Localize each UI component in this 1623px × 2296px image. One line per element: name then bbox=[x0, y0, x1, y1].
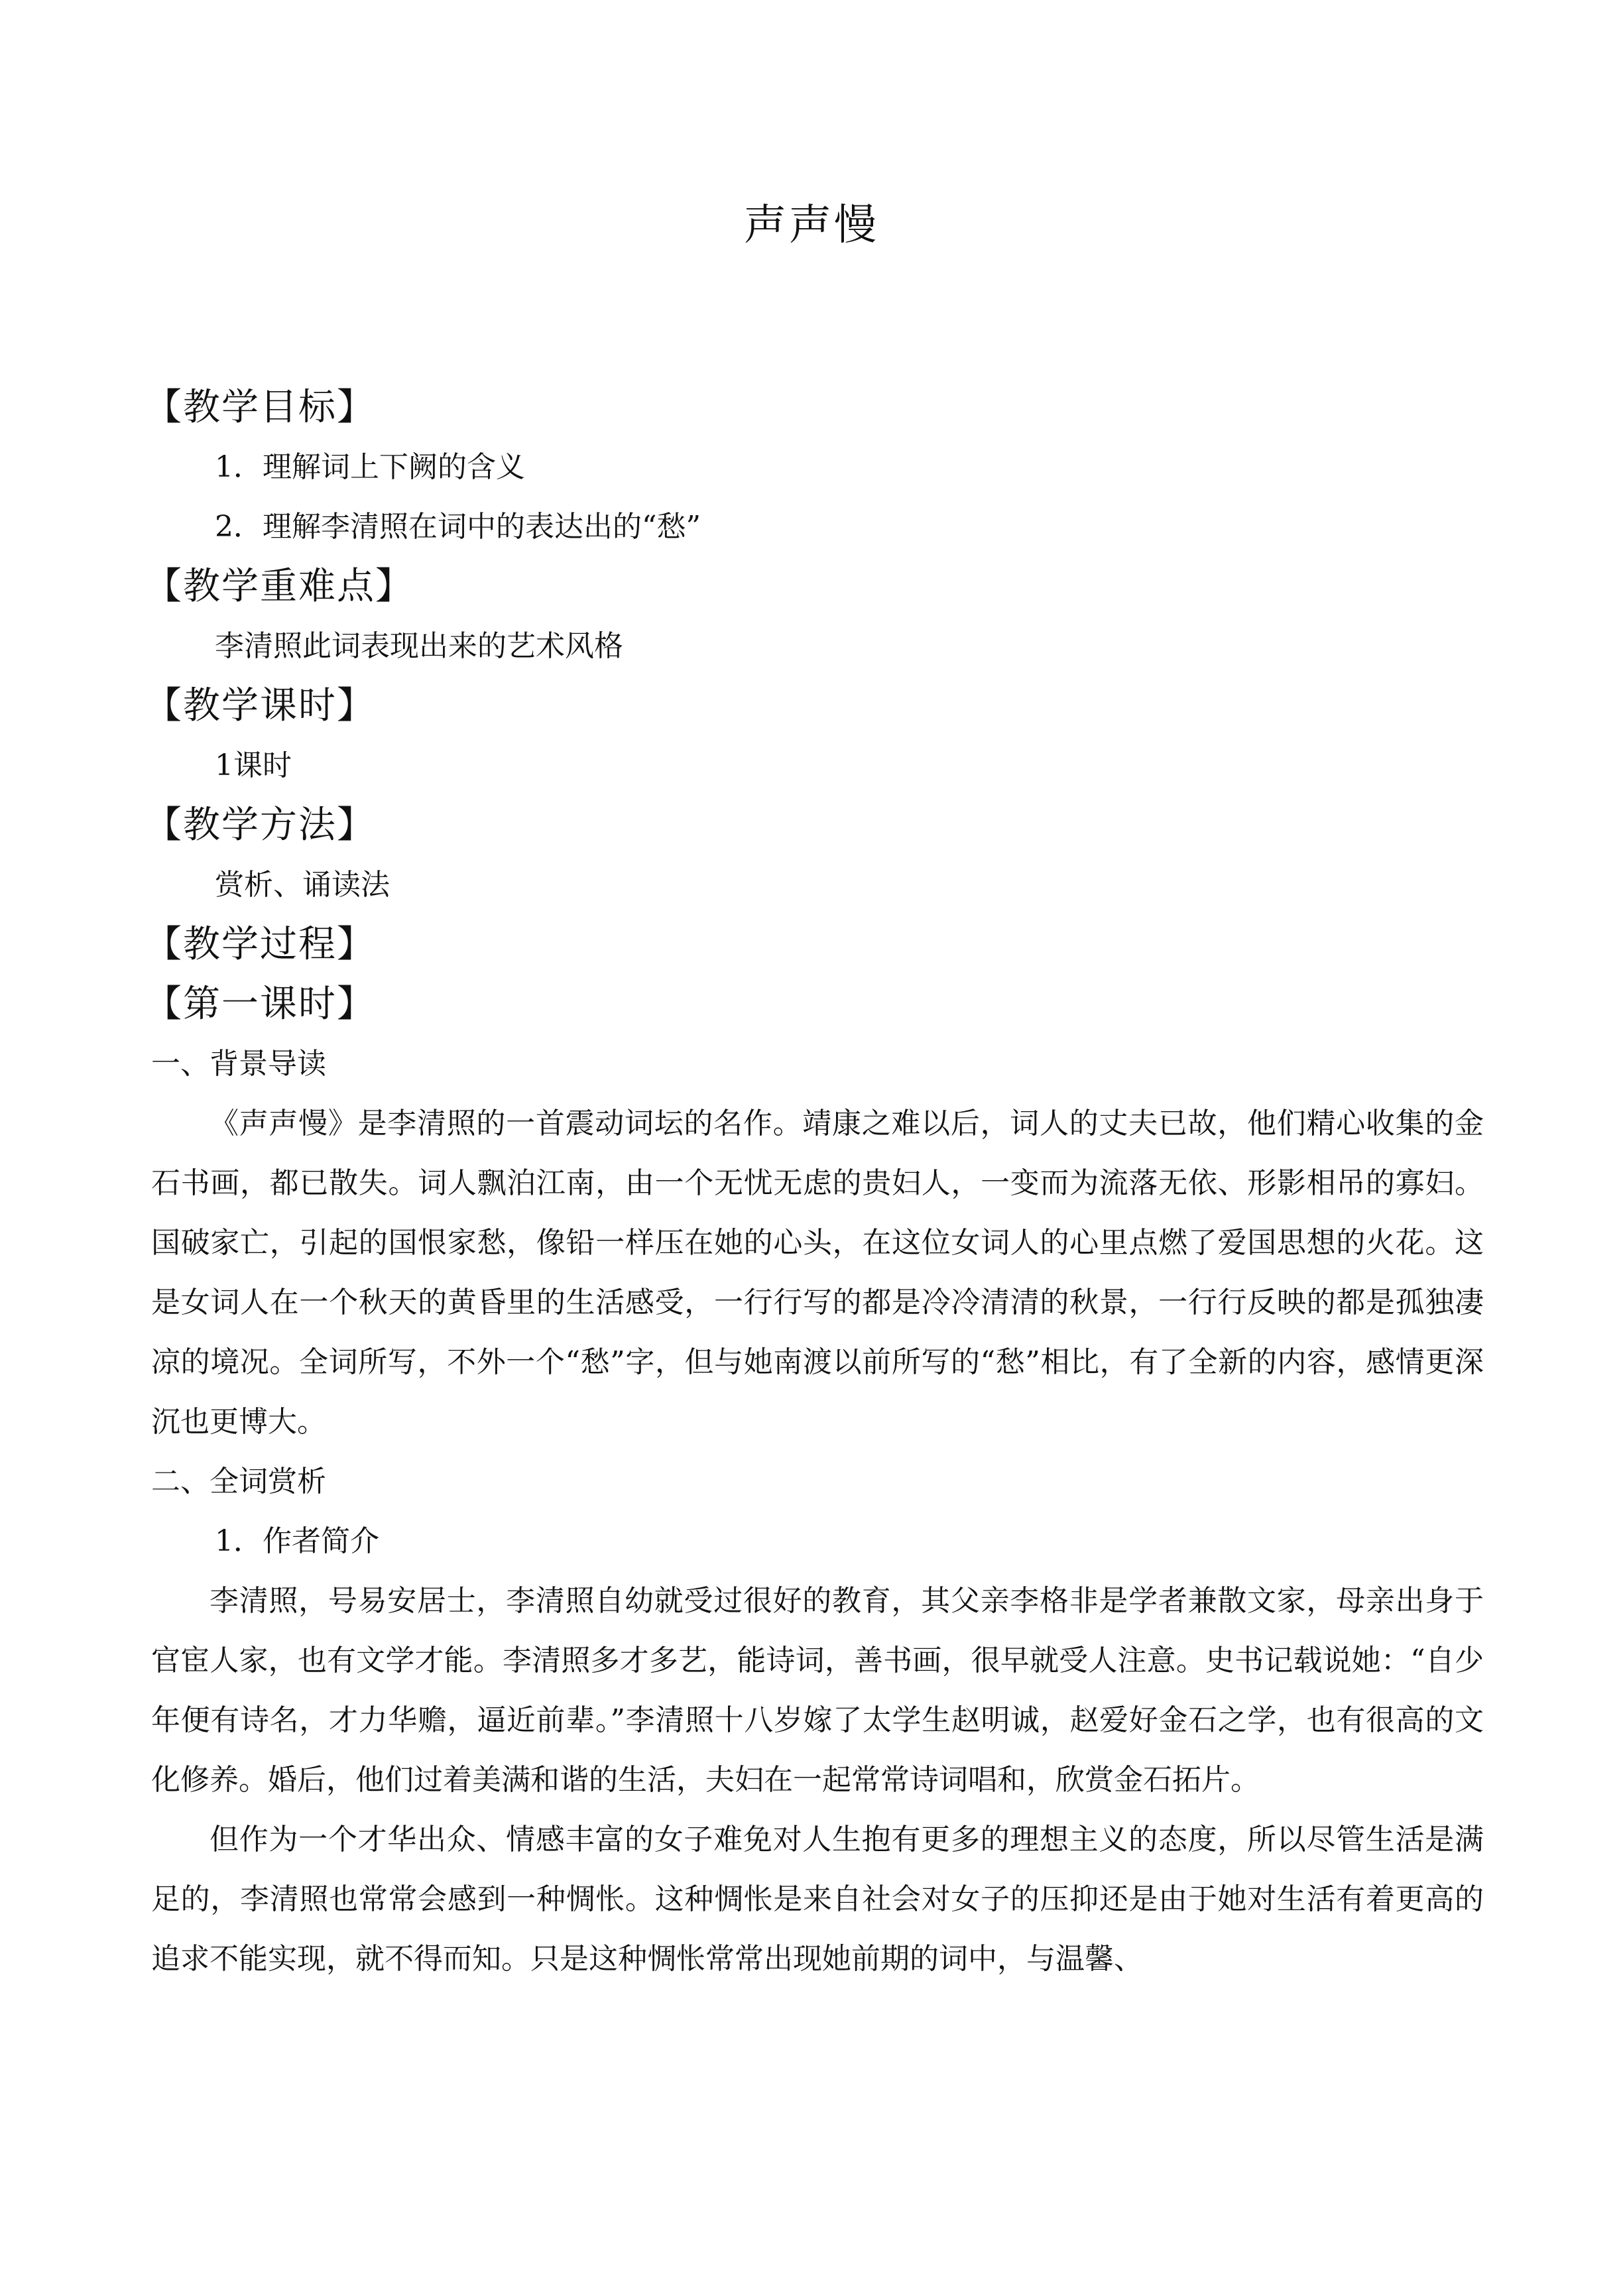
document-title: 声声慢 bbox=[744, 201, 879, 250]
key-points-text: 李清照此词表现出来的艺术风格 bbox=[215, 629, 623, 663]
document-body bbox=[145, 378, 1484, 1989]
hours-text: 1课时 bbox=[215, 749, 292, 782]
first-lesson-heading: 【第一课时】 bbox=[145, 983, 375, 1026]
objective-item-2: 2．理解李清照在词中的表达出的“愁” bbox=[215, 510, 701, 544]
process-heading: 【教学过程】 bbox=[145, 923, 375, 966]
author-paragraph-1: 李清照，号易安居士，李清照自幼就受过很好的教育，其父亲李格非是学者兼散文家，母亲出身于官宦人家，也有文学才能。李清照多才多艺，能诗词，善书画，很早就受人注意。史书记载说她：“自少年便有诗名，才力华赡，逼近前辈。”李清照十八岁嫁了太学生赵明诚，赵爱好金石之学，也有很高的文化修养。婚后，他们过着美满和谐的生活，夫妇在一起常常诗词唱和，欣赏金石拓片。 bbox=[151, 1584, 1484, 1797]
background-heading: 一、背景导读 bbox=[151, 1047, 326, 1081]
methods-text: 赏析、诵读法 bbox=[215, 868, 390, 902]
objectives-heading: 【教学目标】 bbox=[145, 386, 375, 429]
hours-heading: 【教学课时】 bbox=[145, 684, 375, 727]
appreciation-heading: 二、全词赏析 bbox=[151, 1465, 326, 1498]
author-paragraph-2: 但作为一个才华出众、情感丰富的女子难免对人生抱有更多的理想主义的态度，所以尽管生活是满足的，李清照也常常会感到一种惆怅。这种惆怅是来自社会对女子的压抑还是由于她对生活有着更高的追求不能实现，就不得而知。只是这种惆怅常常出现她前期的词中，与温馨、 bbox=[151, 1823, 1484, 1976]
methods-heading: 【教学方法】 bbox=[145, 804, 375, 847]
author-intro-heading: 1．作者简介 bbox=[215, 1524, 379, 1558]
background-paragraph: 《声声慢》是李清照的一首震动词坛的名作。靖康之难以后，词人的丈夫已故，他们精心收集的金石书画，都已散失。词人飘泊江南，由一个无忧无虑的贵妇人，一变而为流落无依、形影相吊的寡妇。国破家亡，引起的国恨家愁，像铅一样压在她的心头，在这位女词人的心里点燃了爱国思想的火花。这是女词人在一个秋天的黄昏里的生活感受，一行行写的都是冷冷清清的秋景，一行行反映的都是孤独凄凉的境况。全词所写，不外一个“愁”字，但与她南渡以前所写的“愁”相比，有了全新的内容，感情更深沉也更博大。 bbox=[151, 1107, 1484, 1439]
key-points-heading: 【教学重难点】 bbox=[145, 565, 414, 608]
objective-item-1: 1．理解词上下阙的含义 bbox=[215, 450, 525, 484]
